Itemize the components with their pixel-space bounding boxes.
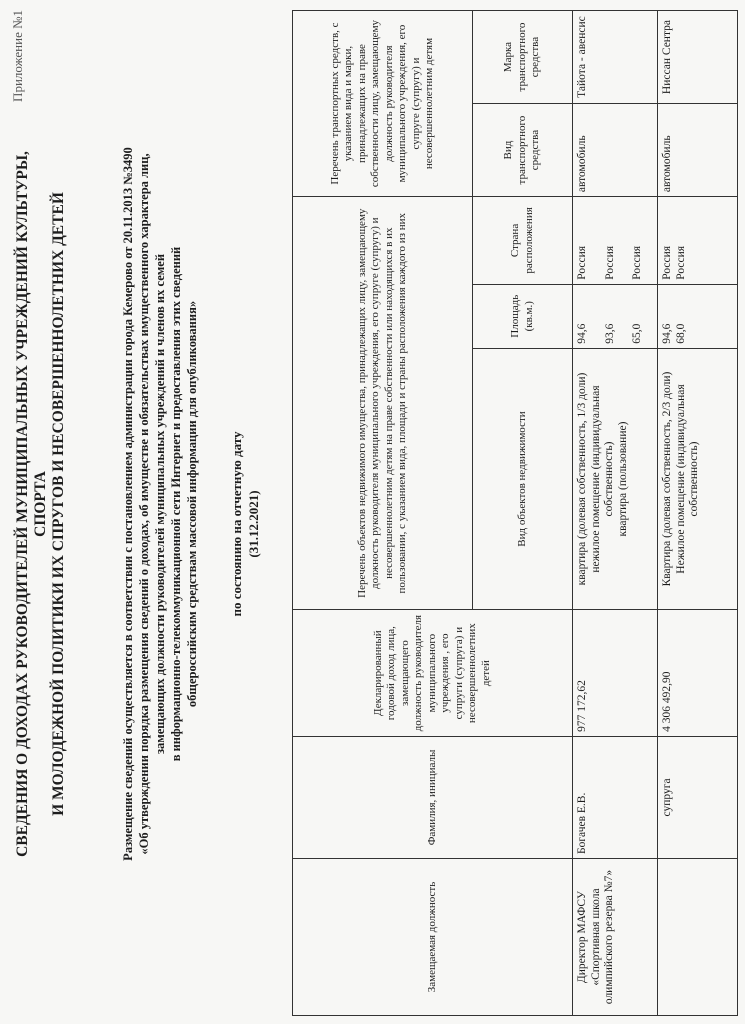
area-value: 93,6 [603,323,616,344]
intro-line: «Об утверждении порядка размещения сведений о доходах, об имуществе и обязательствах имущественного характера лиц, [137,153,151,855]
row-realty-list [658,348,738,610]
row-realty-list [573,348,658,610]
area-value: 94,6 [576,323,588,344]
area-value: 94,6 [661,323,673,344]
row-vehicle-brand: Ниссан Сентра [658,11,738,104]
country-value: Россия [631,245,643,280]
income-table [292,10,738,1016]
country-value: Россия [661,245,673,280]
row-country-list [573,197,658,285]
intro-line: общероссийским средствам массовой информации для опубликования» [185,300,199,708]
intro-paragraph [120,104,200,904]
realty-item: Квартира (долевая собственность, 2/3 доли) [661,371,673,587]
area-value: 68,0 [674,323,687,344]
intro-line: в информационно-телекоммуникационной сети Интернет и предоставления этих сведений [169,246,183,762]
header-country: Страна расположения [473,197,573,285]
row-vehicle-type: автомобиль [658,104,738,197]
row-name: Богачев Е.В. [573,736,658,858]
annex-label: Приложение №1 [10,10,25,102]
title-line-1: СВЕДЕНИЯ О ДОХОДАХ РУКОВОДИТЕЛЕЙ МУНИЦИПАЛЬНЫХ УЧРЕЖДЕНИЙ КУЛЬТУРЫ, СПОРТА [14,151,49,857]
row-area-list [573,284,658,348]
row-vehicle-type: автомобиль [573,104,658,197]
header-vehicles-group: Перечень транспортных средств, с указанием вида и марки, принадлежащих на праве собственности лицу, замещающему должность руководителя муниципального учреждения, его супруге (супругу) и несовершеннолетним детям [293,11,473,197]
as-of-label: по состоянию на отчетную дату [229,431,244,617]
reporting-date [228,354,262,694]
row-position [658,859,738,1016]
row-country-list [658,197,738,285]
title-line-2: И МОЛОДЕЖНОЙ ПОЛИТИКИ ИХ СПРУГОВ И НЕСОВЕРШЕННОЛЕТНИХ ДЕТЕЙ [50,192,67,816]
table-row [573,11,658,1016]
intro-line: замещающих должности руководителей муниципальных учреждений и членов их семей [153,253,167,755]
country-value: Россия [674,245,687,280]
realty-item: нежилое помещение (индивидуальная собственность) [589,385,615,573]
document-title [14,124,68,884]
intro-line: Размещение сведений осуществляется в соответствии с постановлением администрации города Кемерово от 20.11.2013 №3490 [121,147,135,861]
header-income: Декларированный годовой доход лица, замещающего должность руководителя муниципального учреждения , его супруги (супруга) и несовершеннолетних детей [293,610,573,737]
header-name: Фамилия, инициалы [293,736,573,858]
country-value: Россия [576,245,588,280]
row-vehicle-brand: Тайота - авенсис [573,11,658,104]
country-value: Россия [603,245,616,280]
area-value: 65,0 [631,323,643,344]
header-vehicle-brand: Марка транспортного средства [473,11,573,104]
header-realty-group: Перечень объектов недвижимого имущества, принадлежащих лицу, замещающему должность руководителя муниципального учреждения, его супруге (супругу) и несовершеннолетним детям на праве собственности или находящихся в их пользовании, с указанием вида, площади и страны расположения каждого из них [293,197,473,610]
row-name: супруга [658,736,738,858]
header-realty-type: Вид объектов недвижимости [473,348,573,610]
realty-item: квартира (пользование) [616,421,629,537]
header-position: Замещаемая должность [293,859,573,1016]
row-income: 977 172,62 [573,610,658,737]
as-of-date: (31.12.2021) [246,490,261,558]
row-area-list [658,284,738,348]
header-area: Площадь (кв.м.) [473,284,573,348]
realty-item: Нежилое помещение (индивидуальная собственность) [674,384,700,574]
row-position: Директор МАФСУ «Спортивная школа олимпийского резерва №7» [573,859,658,1016]
row-income: 4 306 492,90 [658,610,738,737]
header-vehicle-type: Вид транспортного средства [473,104,573,197]
table-row [658,11,738,1016]
realty-item: квартира (долевая собственность, 1/3 доли) [576,372,588,586]
